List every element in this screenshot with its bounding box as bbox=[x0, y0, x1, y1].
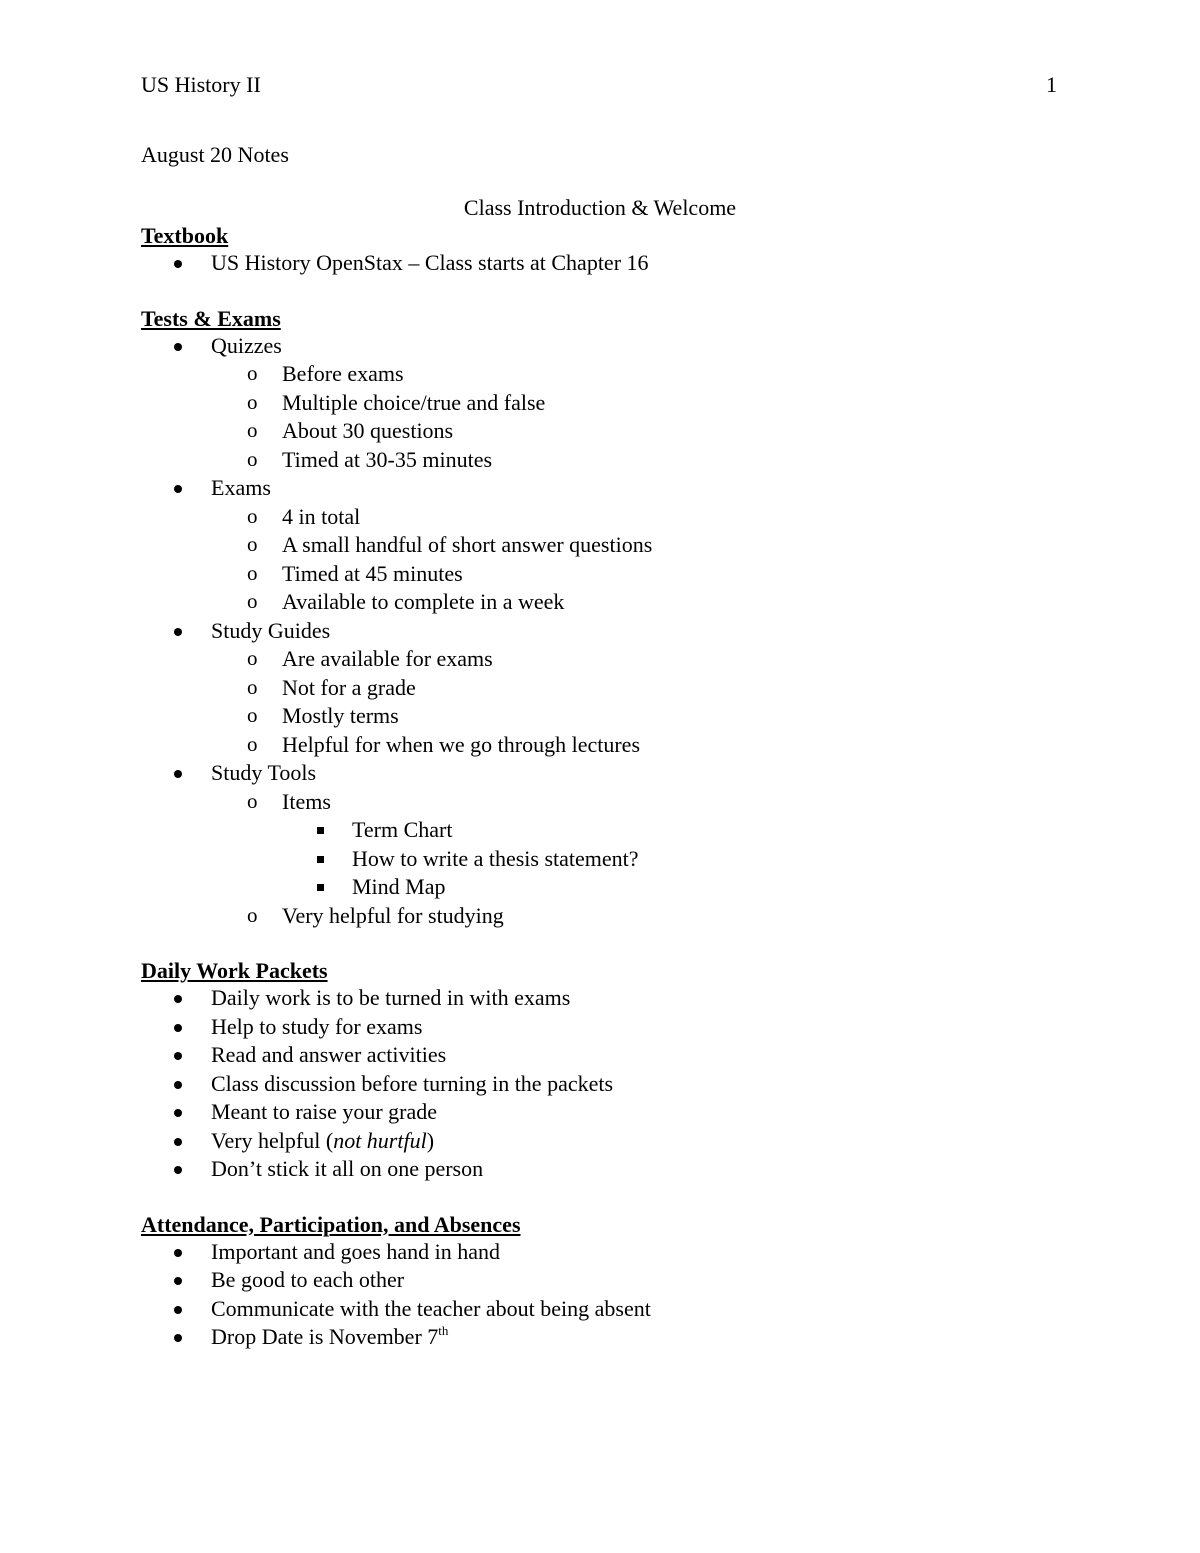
list-item-exams: Exams bbox=[141, 474, 1101, 503]
list-item: Read and answer activities bbox=[141, 1041, 1101, 1070]
list-item: Communicate with the teacher about being absent bbox=[141, 1295, 1101, 1324]
header-page-number: 1 bbox=[1046, 72, 1057, 97]
list-item: o Multiple choice/true and false bbox=[247, 389, 546, 415]
list-item-drop-date: Drop Date is November 7th bbox=[141, 1323, 1101, 1352]
circle-bullet-icon: o bbox=[247, 503, 258, 528]
list-item: o Helpful for when we go through lectures bbox=[247, 731, 641, 757]
list-item: o A small handful of short answer questions bbox=[247, 532, 653, 557]
list-item: Help to study for exams bbox=[141, 1013, 1101, 1042]
list-item-quizzes: Quizzes bbox=[141, 332, 1101, 361]
circle-bullet-icon: o bbox=[247, 589, 258, 613]
circle-bullet-icon: o bbox=[247, 560, 258, 585]
circle-bullet-icon: o bbox=[247, 646, 258, 670]
list-item: o Mostly terms bbox=[247, 703, 399, 728]
list-item: o Very helpful for studying bbox=[247, 902, 504, 928]
list-item: o Before exams bbox=[247, 361, 404, 386]
list-item: o 4 in total bbox=[247, 503, 361, 529]
list-item: o Not for a grade bbox=[247, 674, 416, 700]
list-item: How to write a thesis statement? bbox=[141, 845, 1101, 874]
list-item: Be good to each other bbox=[141, 1266, 1101, 1295]
list-item-items: o Items bbox=[247, 788, 331, 814]
circle-bullet-icon: o bbox=[247, 902, 258, 927]
header-course-title: US History II bbox=[141, 72, 261, 97]
list-item: o Are available for exams bbox=[247, 646, 493, 671]
list-item: Mind Map bbox=[141, 873, 1101, 902]
section-heading: Daily Work Packets bbox=[141, 958, 328, 983]
circle-bullet-icon: o bbox=[247, 703, 258, 727]
circle-bullet-icon: o bbox=[247, 389, 258, 414]
circle-bullet-icon: o bbox=[247, 788, 258, 813]
list-item: Important and goes hand in hand bbox=[141, 1238, 1101, 1267]
section-daily-work bbox=[141, 957, 1101, 1184]
list-item: Very helpful (not hurtful) bbox=[141, 1127, 1101, 1156]
list-item: Meant to raise your grade bbox=[141, 1098, 1101, 1127]
list-item: o Timed at 30-35 minutes bbox=[247, 446, 493, 472]
list-item-study-tools: Study Tools bbox=[141, 759, 1101, 788]
section-textbook bbox=[141, 222, 1101, 278]
circle-bullet-icon: o bbox=[247, 532, 258, 556]
notes-date: August 20 Notes bbox=[141, 142, 289, 167]
circle-bullet-icon: o bbox=[247, 418, 258, 442]
circle-bullet-icon: o bbox=[247, 446, 258, 471]
list-item: o Available to complete in a week bbox=[247, 589, 565, 614]
section-heading: Textbook bbox=[141, 223, 229, 248]
list-item: Class discussion before turning in the packets bbox=[141, 1070, 1101, 1099]
circle-bullet-icon: o bbox=[247, 361, 258, 385]
list-item: Daily work is to be turned in with exams bbox=[141, 984, 1101, 1013]
list-item: Don’t stick it all on one person bbox=[141, 1155, 1101, 1184]
circle-bullet-icon: o bbox=[247, 731, 258, 756]
section-heading: Attendance, Participation, and Absences bbox=[141, 1211, 521, 1237]
list-item: o About 30 questions bbox=[247, 418, 454, 443]
circle-bullet-icon: o bbox=[247, 674, 258, 699]
notes-content bbox=[141, 222, 1101, 1352]
section-attendance bbox=[141, 1211, 1101, 1352]
list-item: Term Chart bbox=[141, 816, 1101, 845]
page-title: Class Introduction & Welcome bbox=[463, 195, 737, 220]
list-item: US History OpenStax – Class starts at Chapter 16 bbox=[141, 249, 1101, 278]
section-tests-exams bbox=[141, 305, 1101, 931]
list-item: o Timed at 45 minutes bbox=[247, 560, 463, 586]
list-item-study-guides: Study Guides bbox=[141, 617, 1101, 646]
section-heading: Tests & Exams bbox=[141, 305, 281, 331]
